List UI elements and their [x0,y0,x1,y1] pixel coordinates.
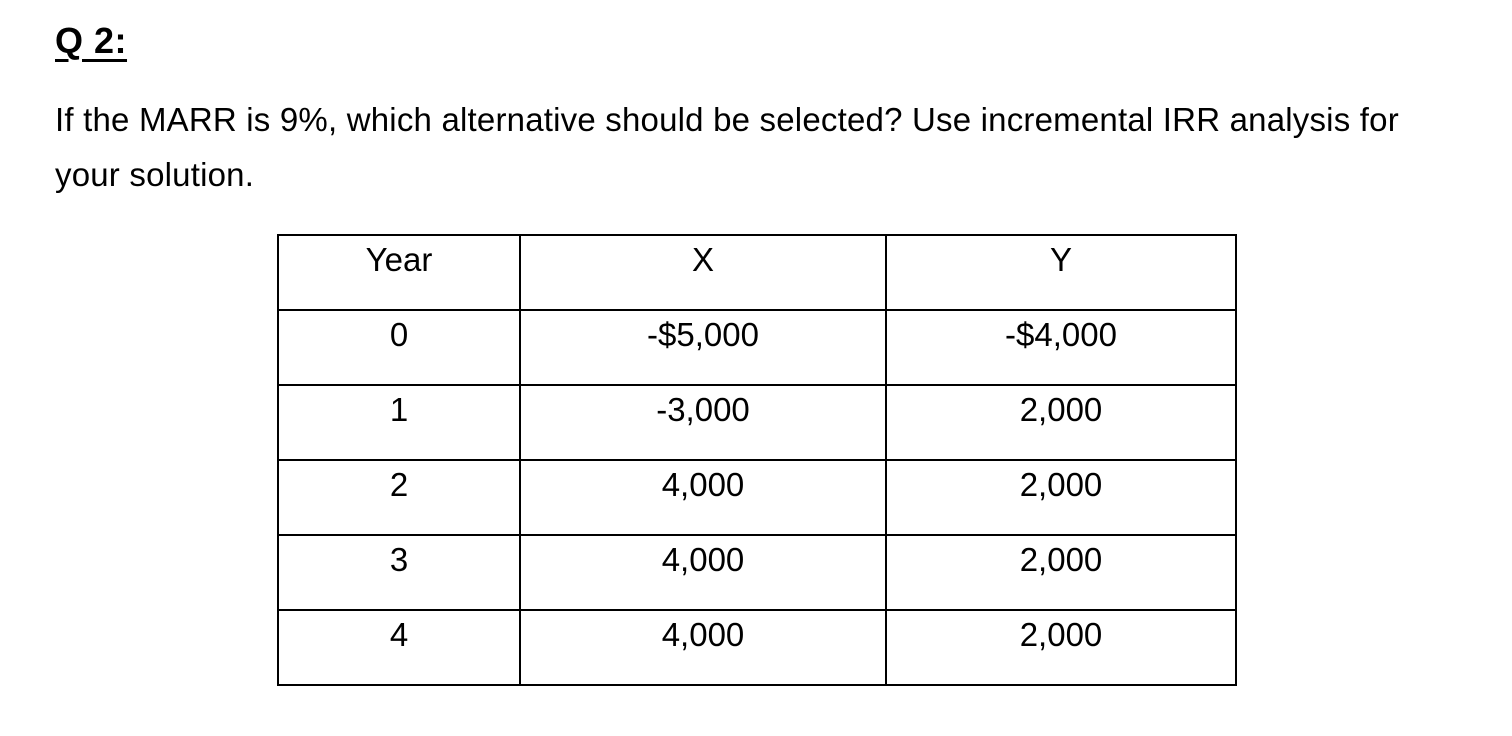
table-row [278,460,1236,535]
cell-year: 1 [278,385,520,460]
cell-x: 4,000 [520,610,886,685]
cell-y: -$4,000 [886,310,1236,385]
cell-y: 2,000 [886,610,1236,685]
header-cell-y: Y [886,235,1236,310]
question-text: If the MARR is 9%, which alternative should be selected? Use incremental IRR analysis for your solution. [55,101,1399,193]
cell-x: 4,000 [520,460,886,535]
cell-y: 2,000 [886,535,1236,610]
table-row [278,535,1236,610]
cell-x: -3,000 [520,385,886,460]
cell-y: 2,000 [886,385,1236,460]
cell-x: 4,000 [520,535,886,610]
cashflow-table [277,234,1237,686]
cell-year: 3 [278,535,520,610]
header-cell-x: X [520,235,886,310]
table-row [278,310,1236,385]
cell-year: 0 [278,310,520,385]
question-label: Q 2: [55,20,128,61]
table-row [278,385,1236,460]
cell-y: 2,000 [886,460,1236,535]
cell-x: -$5,000 [520,310,886,385]
cell-year: 2 [278,460,520,535]
header-cell-year: Year [278,235,520,310]
table-header-row [278,235,1236,310]
cell-year: 4 [278,610,520,685]
table-row [278,610,1236,685]
